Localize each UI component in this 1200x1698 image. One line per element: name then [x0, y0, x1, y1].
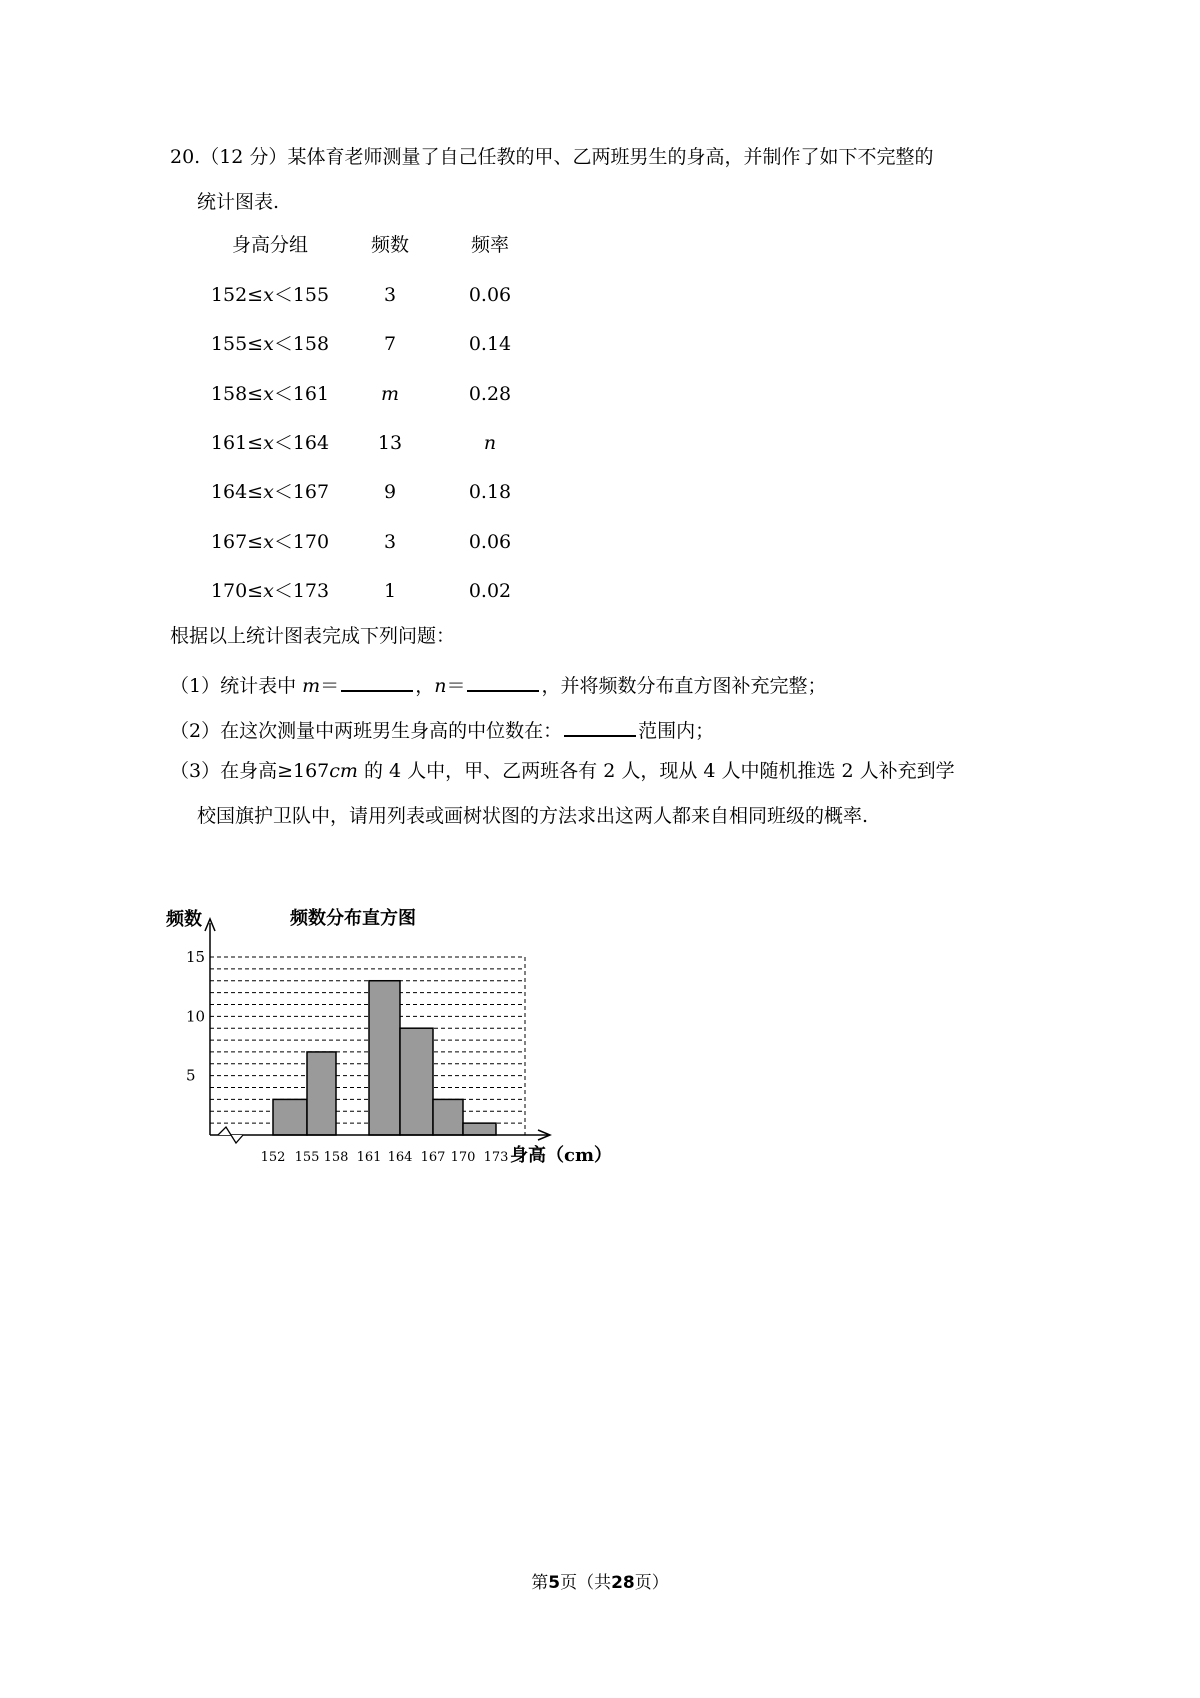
table-cell-rate: 0.06: [468, 530, 512, 553]
footer-total-pages: 28: [611, 1573, 635, 1593]
x-tick-label: 161: [356, 1150, 382, 1165]
page-footer: [0, 1568, 1200, 1593]
table-cell-frequency: 3: [383, 284, 397, 306]
sub-question-1: [170, 672, 826, 696]
table-cell-frequency: 9: [383, 481, 397, 504]
chart-title: 频数分布直方图: [290, 907, 416, 929]
x-tick-label: 173: [483, 1150, 509, 1165]
table-cell-rate: 0.06: [468, 284, 512, 306]
table-cell-group: 152≤x＜155: [210, 284, 330, 306]
histogram-bar: [400, 1028, 433, 1135]
table-header-frequency: 频数: [370, 234, 409, 256]
q2-prefix: （2）在这次测量中两班男生身高的中位数在：: [170, 720, 563, 742]
question-stem-line1: [170, 148, 933, 167]
table-cell-frequency: 7: [383, 333, 397, 356]
y-tick-label: 15: [186, 948, 206, 966]
table-header-rate: 频率: [470, 234, 509, 256]
question-stem-line2: 统计图表.: [197, 191, 280, 213]
q2-blank[interactable]: [564, 717, 636, 737]
histogram-bar: [433, 1099, 463, 1135]
table-cell-rate: 0.14: [468, 333, 512, 356]
table-cell-group: 161≤x＜164: [210, 431, 330, 454]
sub-question-3-line2: 校国旗护卫队中，请用列表或画树状图的方法求出这两人都来自相同班级的概率.: [197, 805, 869, 827]
histogram-bar: [273, 1099, 307, 1135]
intro-text: 根据以上统计图表完成下列问题：: [170, 625, 456, 647]
y-tick-label: 10: [186, 1007, 206, 1026]
histogram-bar: [369, 981, 400, 1135]
q3-part2: 的 4 人中，甲、乙两班各有 2 人，现从 4 人中随机推选 2 人补充到学: [357, 760, 955, 782]
q1-n-blank[interactable]: [467, 672, 539, 692]
table-cell-group: 155≤x＜158: [210, 333, 330, 356]
q3-part1: （3）在身高≥167: [170, 760, 330, 782]
q1-eq-n: ＝: [446, 675, 466, 697]
x-axis-label: 身高（cm）: [510, 1145, 613, 1166]
q1-eq-m: ＝: [320, 675, 340, 697]
footer-mid: 页（共: [560, 1573, 612, 1593]
table-cell-rate: 0.28: [468, 382, 512, 405]
footer-prefix: 第: [531, 1573, 549, 1593]
footer-suffix: 页）: [634, 1573, 669, 1593]
q3-unit: cm: [329, 760, 358, 782]
table-cell-frequency: m: [380, 382, 400, 405]
y-tick-label: 5: [186, 1066, 196, 1085]
question-number: 20.: [170, 146, 201, 168]
q1-m-var: m: [302, 675, 321, 697]
x-tick-label: 158: [323, 1150, 349, 1165]
axis-break-mark: [218, 1127, 243, 1143]
histogram-bar: [463, 1123, 496, 1135]
table-cell-group: 167≤x＜170: [210, 530, 330, 553]
x-tick-label: 164: [387, 1150, 413, 1165]
q1-suffix: ，并将频数分布直方图补充完整；: [541, 675, 827, 697]
table-cell-rate: 0.02: [468, 579, 512, 602]
histogram-bar: [307, 1052, 336, 1135]
q1-prefix: （1）统计表中: [170, 675, 297, 697]
q1-n-var: n: [434, 675, 447, 697]
table-header-group: 身高分组: [231, 234, 308, 256]
table-cell-group: 164≤x＜167: [210, 481, 330, 504]
question-stem-text: 某体育老师测量了自己任教的甲、乙两班男生的身高，并制作了如下不完整的: [287, 146, 934, 168]
x-tick-label: 167: [420, 1150, 446, 1165]
table-cell-rate: n: [483, 431, 497, 454]
question-score: （12 分）: [200, 146, 288, 168]
x-tick-label: 152: [260, 1150, 286, 1165]
sub-question-3-line1: [170, 762, 955, 781]
q2-suffix: 范围内；: [638, 720, 715, 742]
sub-question-2: [170, 717, 714, 741]
x-tick-label: 170: [450, 1150, 476, 1165]
table-cell-group: 170≤x＜173: [210, 579, 330, 602]
x-tick-label: 155: [294, 1150, 320, 1165]
table-cell-frequency: 1: [383, 579, 397, 602]
q1-m-blank[interactable]: [341, 672, 413, 692]
footer-page-number: 5: [548, 1573, 561, 1593]
y-axis-label: 频数: [166, 909, 202, 930]
table-cell-rate: 0.18: [468, 481, 512, 504]
table-cell-group: 158≤x＜161: [210, 382, 330, 405]
table-cell-frequency: 13: [377, 431, 403, 454]
histogram-chart: [166, 905, 620, 1195]
q1-comma: ，: [415, 675, 435, 697]
table-cell-frequency: 3: [383, 530, 397, 553]
